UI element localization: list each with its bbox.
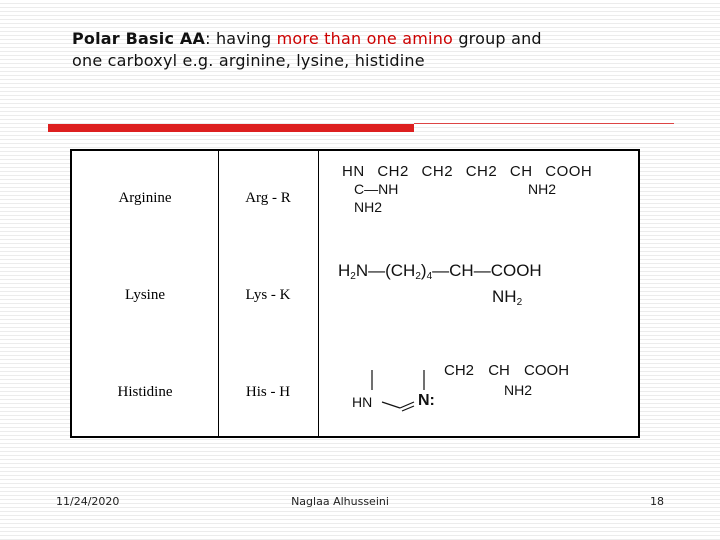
red-divider — [48, 124, 414, 132]
arginine-formula-line-2-left: C—NH — [354, 181, 399, 197]
title-bold: Polar Basic AA — [72, 29, 206, 48]
table-column-divider — [318, 151, 319, 436]
title-line-2: one carboxyl e.g. arginine, lysine, histidine — [72, 51, 425, 70]
slide-title — [72, 28, 672, 72]
title-highlight: more than one amino — [276, 29, 454, 48]
arginine-formula-line-2-right: NH2 — [528, 181, 557, 197]
title-line-1 — [72, 28, 672, 50]
row-lysine-name: Lysine — [125, 287, 165, 303]
footer-date: 11/24/2020 — [56, 495, 120, 508]
histidine-formula-line-2-mid: N: — [418, 392, 435, 409]
row-arginine-abbrev: Arg - R — [245, 190, 291, 206]
row-lysine-abbrev: Lys - K — [245, 287, 291, 303]
footer-author: Naglaa Alhusseini — [291, 495, 389, 508]
arginine-formula-line-3: NH2 — [354, 199, 383, 215]
arginine-formula — [332, 159, 630, 225]
thin-divider — [414, 123, 674, 124]
histidine-formula-line-1: CH2 CH COOH — [444, 362, 570, 379]
histidine-formula-line-2-right: NH2 — [504, 382, 533, 398]
title-text-1: : having — [205, 29, 277, 48]
footer-page-number: 18 — [650, 495, 664, 508]
lysine-formula-line-2: $NH_2$ — [492, 287, 523, 308]
arginine-formula-line-1: HN CH2 CH2 CH2 CH COOH — [342, 163, 593, 180]
row-histidine-name: Histidine — [117, 384, 173, 400]
histidine-formula — [346, 360, 622, 418]
title-text-2: group and — [453, 29, 542, 48]
row-arginine-name: Arginine — [118, 190, 172, 206]
lysine-formula — [330, 257, 622, 313]
row-histidine-abbrev: His - H — [245, 384, 291, 400]
histidine-formula-line-2-left: HN — [352, 394, 373, 410]
lysine-formula-line-1: $H_2N—(CH_2)_4—CH—COOH$ — [338, 261, 542, 282]
amino-acid-table — [70, 149, 640, 438]
